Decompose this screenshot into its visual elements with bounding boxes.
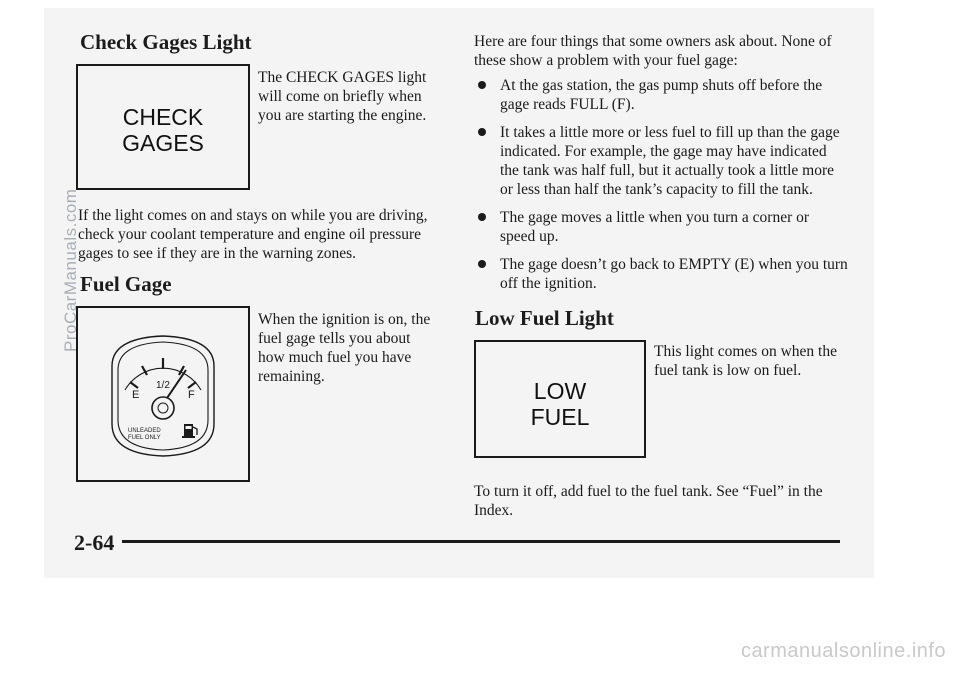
side-watermark: ProCarManuals.com <box>61 188 80 352</box>
list-item: At the gas station, the gas pump shuts off before the gage reads FULL (F). <box>476 76 848 114</box>
low-fuel-side-text: This light comes on when the fuel tank is low on fuel. <box>654 343 837 379</box>
fuel-gage-side-text: When the ignition is on, the fuel gage tells you about how much fuel you have remaining. <box>258 311 431 385</box>
footer-rule <box>122 540 840 543</box>
gauge-half-label: 1/2 <box>156 380 170 391</box>
footer-watermark: carmanualsonline.info <box>740 640 946 662</box>
gauge-fuel-type-line2: FUEL ONLY <box>128 435 161 441</box>
low-fuel-heading: Low Fuel Light <box>475 306 614 330</box>
gauge-empty-label: E <box>132 389 140 401</box>
fuel-gage-intro-text: Here are four things that some owners ask about. None of these show a problem with your fuel gage: <box>474 33 832 69</box>
low-fuel-label-line1: LOW <box>533 378 587 404</box>
fuel-gauge-icon <box>78 308 248 480</box>
fuel-gage-faq-list <box>476 76 848 302</box>
bullet-icon <box>478 260 486 268</box>
low-fuel-label-line2: FUEL <box>530 404 590 430</box>
fuel-pump-icon <box>182 424 197 438</box>
check-gages-body-text: If the light comes on and stays on while you are driving, check your coolant temperature and engine oil pressure gages to see if they are in the warning zones. <box>78 207 428 262</box>
list-item: It takes a little more or less fuel to fill up than the gage indicated. For example, the gage may have indicated the tank was half full, but it actually took a little more or less than half the tank’s capacity to fill the tank. <box>476 123 848 199</box>
bullet-icon <box>478 213 486 221</box>
gauge-fuel-type-line1: UNLEADED <box>128 428 161 434</box>
check-gages-label-line2: GAGES <box>122 130 204 156</box>
gauge-full-label: F <box>188 389 195 401</box>
fuel-gage-heading: Fuel Gage <box>80 272 172 296</box>
low-fuel-warning-light-box <box>474 340 646 458</box>
page-number: 2-64 <box>74 530 115 555</box>
check-gages-label-line1: CHECK <box>122 104 204 130</box>
check-gages-heading: Check Gages Light <box>80 30 252 54</box>
check-gages-warning-light-box <box>76 64 250 190</box>
fuel-gage-illustration-box <box>76 306 250 482</box>
low-fuel-body-text: To turn it off, add fuel to the fuel tank. See “Fuel” in the Index. <box>474 483 823 519</box>
check-gages-side-text: The CHECK GAGES light will come on briefly when you are starting the engine. <box>258 69 427 124</box>
list-item: The gage doesn’t go back to EMPTY (E) when you turn off the ignition. <box>476 255 848 293</box>
list-item: The gage moves a little when you turn a corner or speed up. <box>476 208 848 246</box>
bullet-icon <box>478 128 486 136</box>
bullet-icon <box>478 81 486 89</box>
